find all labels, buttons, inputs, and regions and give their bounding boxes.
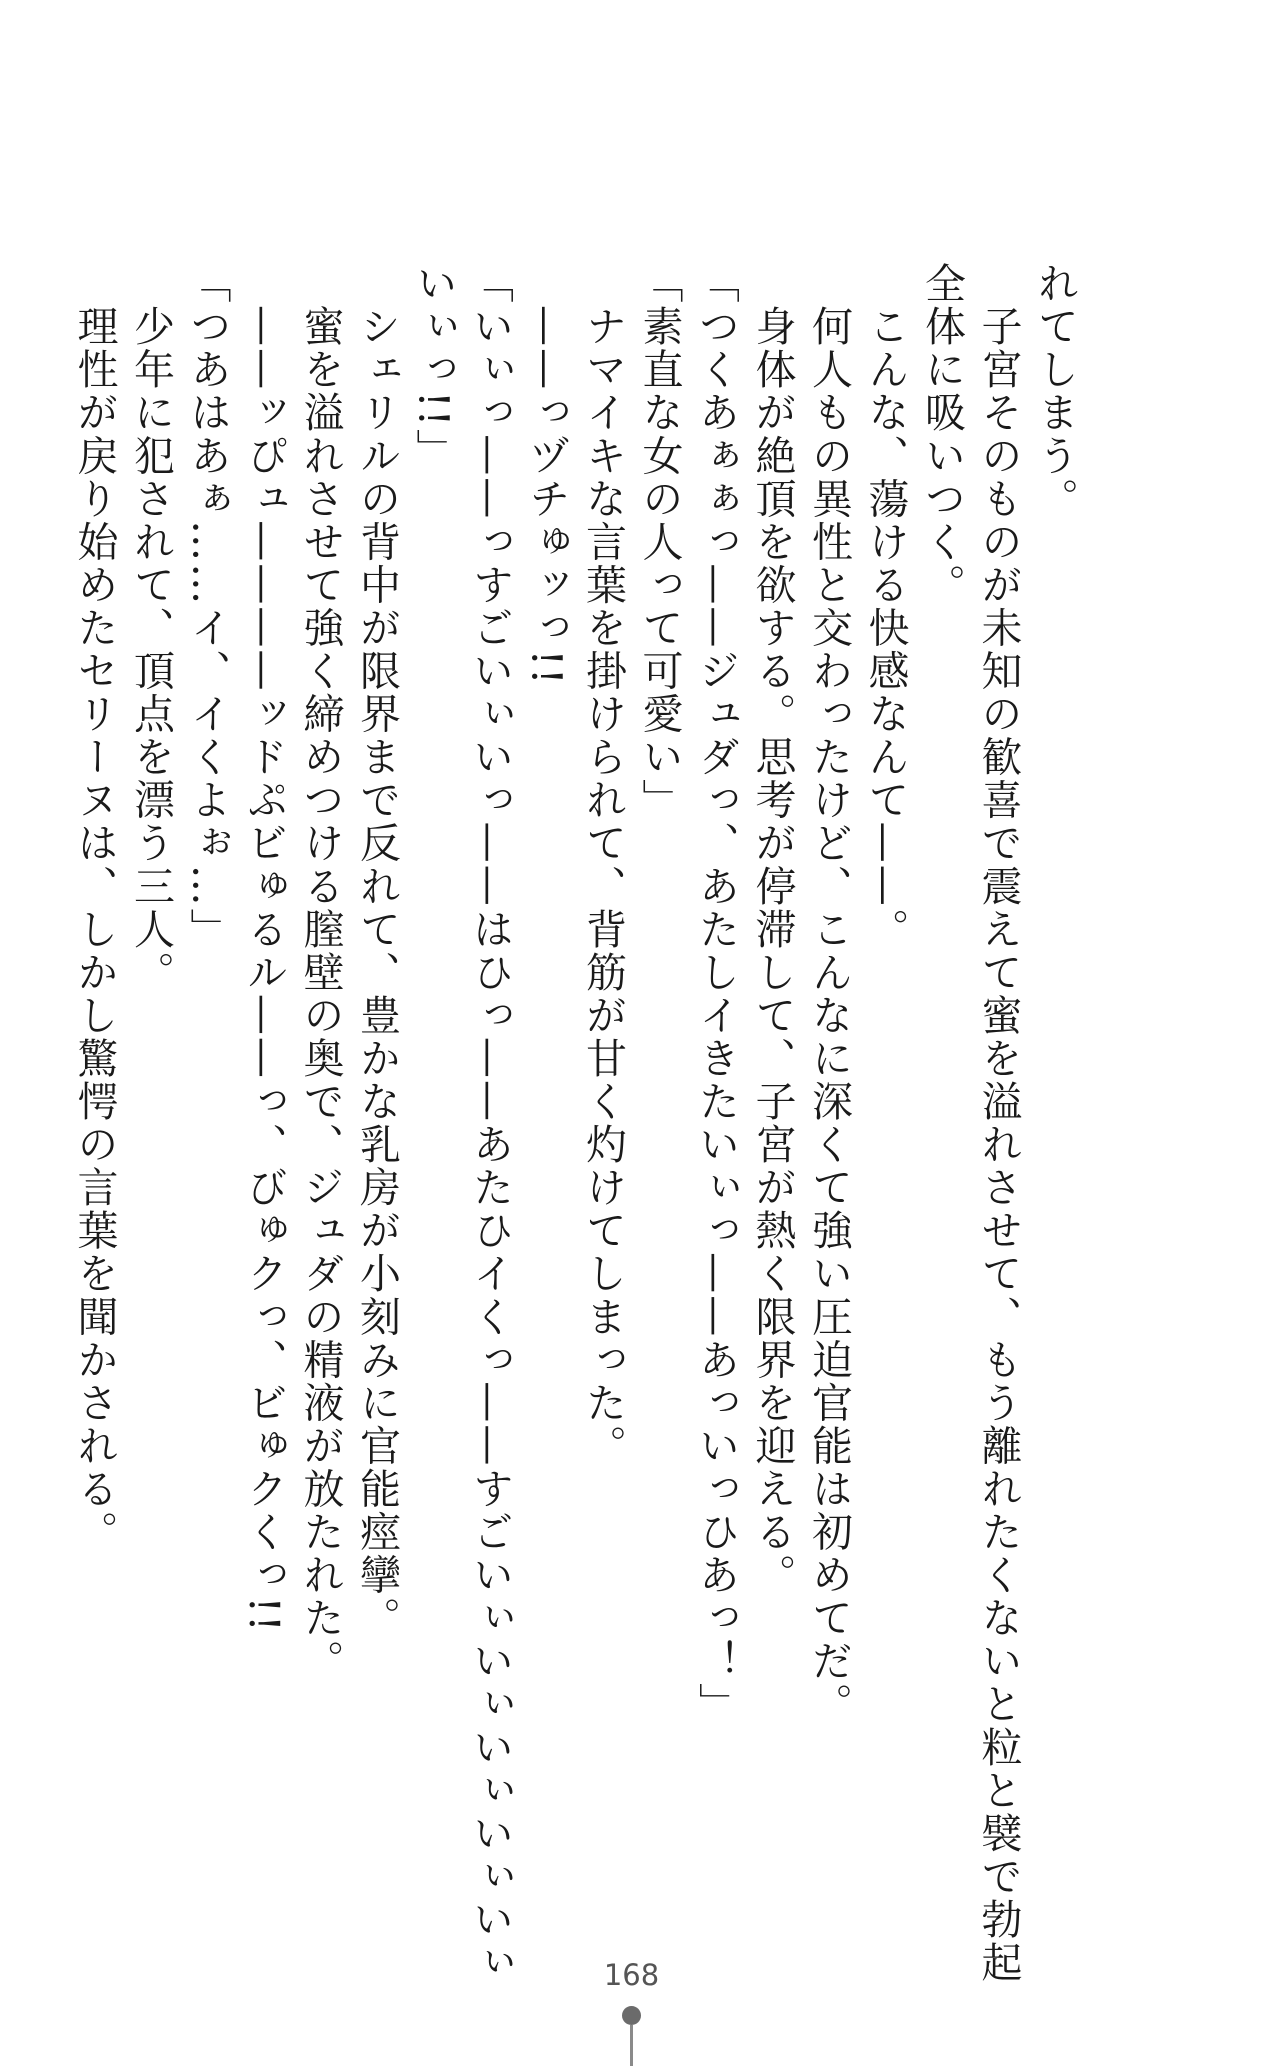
dialogue-line: いぃっ!!」 xyxy=(409,262,458,472)
text-line: れてしまう。 xyxy=(1031,262,1079,521)
text-line: シェリルの背中が限界まで反れて、豊かな乳房が小刻みに官能痙攣。 xyxy=(353,262,401,1640)
dialogue-line: 「つくあぁぁっ——ジュダっ、あたしイきたいぃっ——あっいっひあっ！」 xyxy=(692,262,740,1726)
text-line: こんな、蕩ける快感なんて——。 xyxy=(861,262,910,951)
text-line: 蜜を溢れさせて強く締めつける膣壁の奥で、ジュダの精液が放たれた。 xyxy=(296,262,345,1683)
page-marker-line xyxy=(630,2025,633,2066)
page-marker-dot xyxy=(622,2006,641,2025)
dialogue-line: 「つあはあぁ……イ、イくよぉ…」 xyxy=(183,262,232,951)
text-line: 身体が絶頂を欲する。思考が停滞して、子宮が熱く限界を迎える。 xyxy=(748,262,797,1597)
text-line: 全体に吸いつく。 xyxy=(918,262,966,607)
dialogue-line: 「いぃっ——っすごいぃいっ——はひっ——あたひイくっ——すごいぃいぃいぃいぃいぃ xyxy=(466,262,514,1984)
text-line: 理性が戻り始めたセリーヌは、しかし驚愕の言葉を聞かされる。 xyxy=(70,262,119,1554)
text-line: 何人もの異性と交わったけど、こんなに深くて強い圧迫官能は初めてだ。 xyxy=(805,262,853,1726)
text-line: 子宮そのものが未知の歓喜で震えて蜜を溢れさせて、もう離れたくないと粒と襞で勃起 xyxy=(974,262,1023,1984)
page-number: 168 xyxy=(603,1958,660,1992)
text-line: ——っヅチゅッっ!! xyxy=(522,262,571,687)
text-line: 少年に犯されて、頂点を漂う三人。 xyxy=(127,262,175,994)
dialogue-line: 「素直な女の人って可愛い」 xyxy=(635,262,684,822)
text-line: ナマイキな言葉を掛けられて、背筋が甘く灼けてしまった。 xyxy=(579,262,627,1468)
text-line: ——ッぴュ————ッドぷビゅるル——っ、びゅクっ、ビゅクくっ!! xyxy=(240,262,288,1634)
